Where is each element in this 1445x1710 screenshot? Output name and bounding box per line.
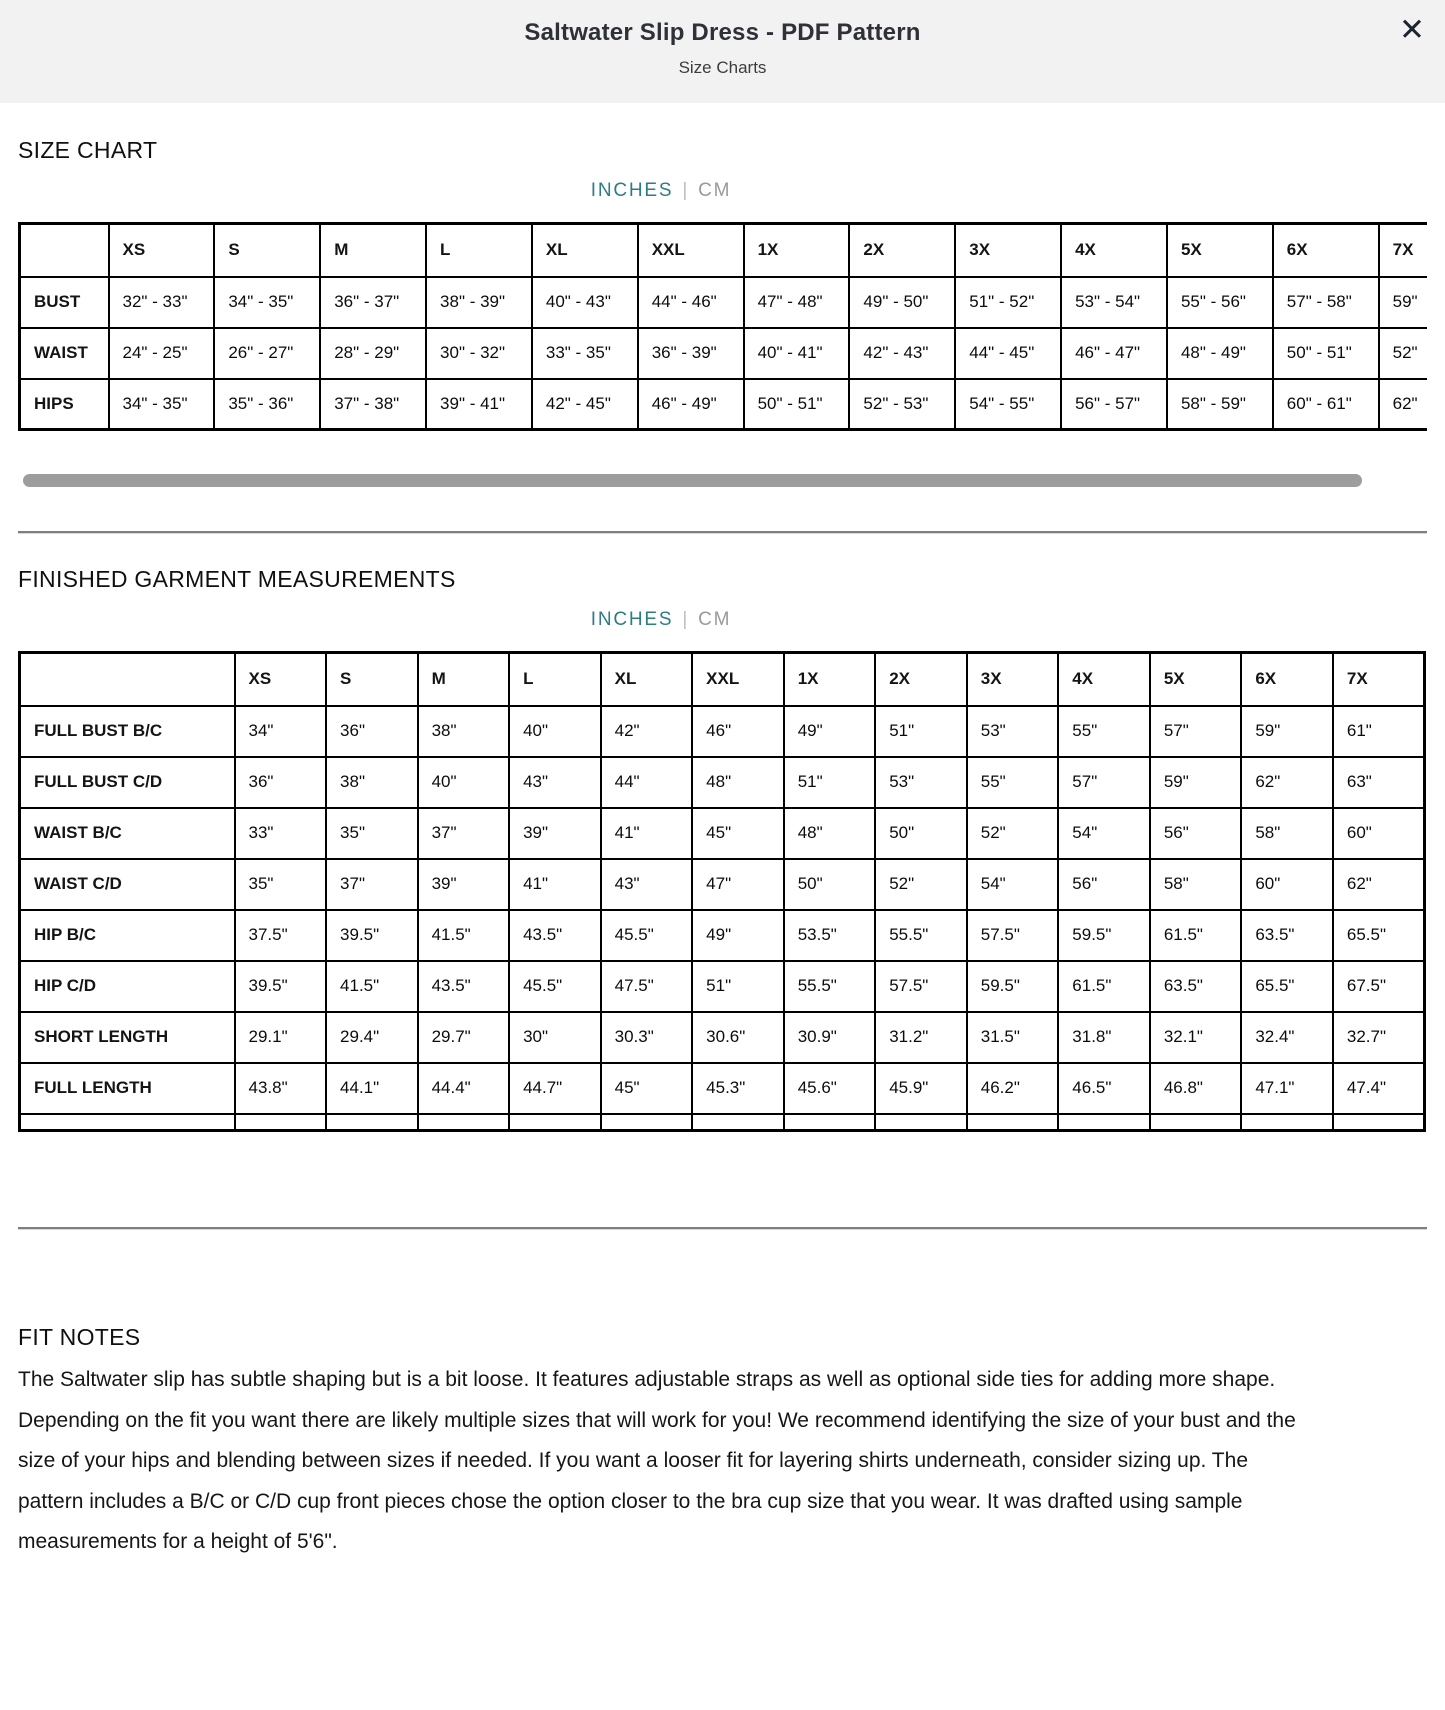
- size-chart-table: [18, 222, 1427, 431]
- measurement-cell: 56": [1058, 859, 1150, 910]
- measurement-cell: 62": [1241, 757, 1333, 808]
- measurement-cell: 42" - 45": [532, 379, 638, 430]
- measurement-cell: 31.8": [1058, 1012, 1150, 1063]
- measurement-cell: 46": [692, 706, 784, 757]
- measurement-cell: 60": [1333, 808, 1425, 859]
- table-row: [20, 859, 1425, 910]
- measurement-cell: 61": [1333, 706, 1425, 757]
- measurement-cell: 45.9": [875, 1063, 967, 1114]
- table-row: [20, 1012, 1425, 1063]
- row-label: BUST: [20, 277, 109, 328]
- size-column-header: 3X: [955, 224, 1061, 277]
- size-column-header: S: [326, 653, 418, 706]
- measurement-cell: 36": [326, 706, 418, 757]
- empty-cell: [601, 1114, 693, 1131]
- measurement-cell: 41.5": [418, 910, 510, 961]
- measurement-cell: 59.5": [1058, 910, 1150, 961]
- measurement-cell: 43.5": [418, 961, 510, 1012]
- size-column-header: 7X: [1379, 224, 1427, 277]
- modal-header: [0, 0, 1445, 103]
- measurement-cell: 56" - 57": [1061, 379, 1167, 430]
- measurement-cell: 36" - 39": [638, 328, 744, 379]
- row-label: HIPS: [20, 379, 109, 430]
- measurement-cell: 44.7": [509, 1063, 601, 1114]
- measurement-cell: 43": [509, 757, 601, 808]
- measurement-cell: 42": [601, 706, 693, 757]
- measurement-cell: 51": [784, 757, 876, 808]
- size-column-header: XXL: [692, 653, 784, 706]
- table-row: [20, 1063, 1425, 1114]
- measurement-cell: 33" - 35": [532, 328, 638, 379]
- measurement-cell: 29.7": [418, 1012, 510, 1063]
- measurement-cell: 49": [784, 706, 876, 757]
- unit-inches-toggle[interactable]: INCHES: [590, 180, 674, 201]
- measurement-cell: 38": [326, 757, 418, 808]
- measurement-cell: 44.4": [418, 1063, 510, 1114]
- table-row: [20, 808, 1425, 859]
- size-column-header: 4X: [1061, 224, 1167, 277]
- measurement-cell: 63": [1333, 757, 1425, 808]
- measurement-cell: 57.5": [875, 961, 967, 1012]
- measurement-cell: 40": [509, 706, 601, 757]
- measurement-cell: 55" - 56": [1167, 277, 1273, 328]
- modal-subtitle: Size Charts: [678, 58, 767, 77]
- table-row: [20, 757, 1425, 808]
- size-column-header: XL: [601, 653, 693, 706]
- measurement-cell: 53" - 54": [1061, 277, 1167, 328]
- finished-measurements-unit-toggle: [18, 609, 1304, 631]
- empty-cell: [875, 1114, 967, 1131]
- unit-toggle-separator: |: [682, 609, 690, 630]
- measurement-cell: 58": [1150, 859, 1242, 910]
- measurement-cell: 36" - 37": [320, 277, 426, 328]
- measurement-cell: 54": [1058, 808, 1150, 859]
- measurement-cell: 57.5": [967, 910, 1059, 961]
- measurement-cell: 28" - 29": [320, 328, 426, 379]
- measurement-cell: 44" - 45": [955, 328, 1061, 379]
- section-divider: [18, 531, 1427, 533]
- measurement-cell: 53": [875, 757, 967, 808]
- measurement-cell: 61.5": [1058, 961, 1150, 1012]
- measurement-cell: 34": [235, 706, 327, 757]
- size-column-header: 5X: [1150, 653, 1242, 706]
- measurement-cell: 47.5": [601, 961, 693, 1012]
- measurement-cell: 67.5": [1333, 961, 1425, 1012]
- corner-cell: [20, 224, 109, 277]
- fit-notes-heading: FIT NOTES: [18, 1324, 141, 1350]
- fit-notes-body: The Saltwater slip has subtle shaping but is a bit loose. It features adjustable straps as well as optional side ties for adding more shape. Depending on the fit you want there are likely multiple sizes that will work for you! We recommend identifying the size of your bust and the size of your hips and blending between sizes if needed. If you want a looser fit for layering shirts underneath, consider sizing up. The pattern includes a B/C or C/D cup front pieces chose the option closer to the bra cup size that you wear. It was drafted using sample measurements for a height of 5'6".: [18, 1368, 1296, 1553]
- measurement-cell: 29.1": [235, 1012, 327, 1063]
- measurement-cell: 50" - 51": [1273, 328, 1379, 379]
- measurement-cell: 52": [1379, 328, 1427, 379]
- measurement-cell: 58": [1241, 808, 1333, 859]
- measurement-cell: 56": [1150, 808, 1242, 859]
- measurement-cell: 54" - 55": [955, 379, 1061, 430]
- measurement-cell: 46.5": [1058, 1063, 1150, 1114]
- measurement-cell: 40" - 43": [532, 277, 638, 328]
- measurement-cell: 30.3": [601, 1012, 693, 1063]
- empty-cell: [967, 1114, 1059, 1131]
- table-row: [20, 277, 1428, 328]
- measurement-cell: 51" - 52": [955, 277, 1061, 328]
- measurement-cell: 47.1": [1241, 1063, 1333, 1114]
- table-row: [20, 706, 1425, 757]
- measurement-cell: 57" - 58": [1273, 277, 1379, 328]
- measurement-cell: 30" - 32": [426, 328, 532, 379]
- measurement-cell: 57": [1150, 706, 1242, 757]
- measurement-cell: 32.1": [1150, 1012, 1242, 1063]
- measurement-cell: 35": [235, 859, 327, 910]
- measurement-cell: 58" - 59": [1167, 379, 1273, 430]
- measurement-cell: 38": [418, 706, 510, 757]
- measurement-cell: 48": [784, 808, 876, 859]
- section-divider: [18, 1227, 1427, 1229]
- row-label: FULL LENGTH: [20, 1063, 235, 1114]
- measurement-cell: 60": [1241, 859, 1333, 910]
- measurement-cell: 65.5": [1241, 961, 1333, 1012]
- row-label: FULL BUST B/C: [20, 706, 235, 757]
- measurement-cell: 37": [326, 859, 418, 910]
- measurement-cell: 30.6": [692, 1012, 784, 1063]
- measurement-cell: 43.5": [509, 910, 601, 961]
- measurement-cell: 63.5": [1241, 910, 1333, 961]
- measurement-cell: 59": [1150, 757, 1242, 808]
- measurement-cell: 37": [418, 808, 510, 859]
- measurement-cell: 52": [875, 859, 967, 910]
- empty-cell: [509, 1114, 601, 1131]
- measurement-cell: 50": [875, 808, 967, 859]
- unit-inches-toggle[interactable]: INCHES: [590, 609, 674, 630]
- measurement-cell: 41.5": [326, 961, 418, 1012]
- empty-cell: [692, 1114, 784, 1131]
- size-column-header: 6X: [1241, 653, 1333, 706]
- measurement-cell: 35": [326, 808, 418, 859]
- size-column-header: 6X: [1273, 224, 1379, 277]
- measurement-cell: 57": [1058, 757, 1150, 808]
- size-column-header: S: [214, 224, 320, 277]
- size-chart-table-viewport: [18, 222, 1427, 431]
- empty-cell: [418, 1114, 510, 1131]
- measurement-cell: 46" - 49": [638, 379, 744, 430]
- measurement-cell: 32.7": [1333, 1012, 1425, 1063]
- measurement-cell: 48": [692, 757, 784, 808]
- measurement-cell: 46.8": [1150, 1063, 1242, 1114]
- row-label: WAIST: [20, 328, 109, 379]
- empty-row: [20, 1114, 1425, 1131]
- measurement-cell: 60" - 61": [1273, 379, 1379, 430]
- size-chart-heading: SIZE CHART: [18, 137, 158, 163]
- empty-cell: [1241, 1114, 1333, 1131]
- measurement-cell: 39.5": [235, 961, 327, 1012]
- measurement-cell: 31.2": [875, 1012, 967, 1063]
- measurement-cell: 39.5": [326, 910, 418, 961]
- row-label: HIP B/C: [20, 910, 235, 961]
- measurement-cell: 45.5": [601, 910, 693, 961]
- measurement-cell: 51": [875, 706, 967, 757]
- size-column-header: M: [418, 653, 510, 706]
- size-column-header: 4X: [1058, 653, 1150, 706]
- measurement-cell: 53": [967, 706, 1059, 757]
- horizontal-scrollbar-thumb[interactable]: [23, 474, 1362, 487]
- measurement-cell: 32.4": [1241, 1012, 1333, 1063]
- unit-toggle-separator: |: [682, 180, 690, 201]
- size-column-header: 1X: [744, 224, 850, 277]
- unit-cm-toggle[interactable]: CM: [698, 180, 732, 201]
- measurement-cell: 45": [601, 1063, 693, 1114]
- measurement-cell: 55": [967, 757, 1059, 808]
- measurement-cell: 47" - 48": [744, 277, 850, 328]
- size-column-header: L: [509, 653, 601, 706]
- measurement-cell: 49": [692, 910, 784, 961]
- measurement-cell: 47": [692, 859, 784, 910]
- measurement-cell: 45.5": [509, 961, 601, 1012]
- horizontal-scrollbar-track: [18, 474, 1427, 487]
- close-icon[interactable]: ✕: [1399, 12, 1425, 47]
- measurement-cell: 52" - 53": [849, 379, 955, 430]
- measurement-cell: 46.2": [967, 1063, 1059, 1114]
- finished-measurements-heading: FINISHED GARMENT MEASUREMENTS: [18, 566, 456, 592]
- empty-cell: [235, 1114, 327, 1131]
- measurement-cell: 63.5": [1150, 961, 1242, 1012]
- measurement-cell: 62": [1379, 379, 1427, 430]
- row-label: FULL BUST C/D: [20, 757, 235, 808]
- measurement-cell: 43": [601, 859, 693, 910]
- empty-cell: [1150, 1114, 1242, 1131]
- row-label: HIP C/D: [20, 961, 235, 1012]
- row-label: WAIST B/C: [20, 808, 235, 859]
- measurement-cell: 39": [509, 808, 601, 859]
- modal-title: Saltwater Slip Dress - PDF Pattern: [524, 19, 921, 46]
- measurement-cell: 26" - 27": [214, 328, 320, 379]
- measurement-cell: 32" - 33": [109, 277, 215, 328]
- measurement-cell: 35" - 36": [214, 379, 320, 430]
- size-column-header: M: [320, 224, 426, 277]
- size-column-header: L: [426, 224, 532, 277]
- measurement-cell: 50": [784, 859, 876, 910]
- size-column-header: XXL: [638, 224, 744, 277]
- measurement-cell: 45": [692, 808, 784, 859]
- measurement-cell: 55.5": [875, 910, 967, 961]
- measurement-cell: 59.5": [967, 961, 1059, 1012]
- measurement-cell: 52": [967, 808, 1059, 859]
- size-column-header: 2X: [875, 653, 967, 706]
- measurement-cell: 53.5": [784, 910, 876, 961]
- table-row: [20, 961, 1425, 1012]
- measurement-cell: 48" - 49": [1167, 328, 1273, 379]
- table-row: [20, 328, 1428, 379]
- size-column-header: XL: [532, 224, 638, 277]
- measurement-cell: 41": [601, 808, 693, 859]
- empty-cell: [1058, 1114, 1150, 1131]
- measurement-cell: 33": [235, 808, 327, 859]
- measurement-cell: 36": [235, 757, 327, 808]
- measurement-cell: 44": [601, 757, 693, 808]
- table-header-row: [20, 653, 1425, 706]
- measurement-cell: 31.5": [967, 1012, 1059, 1063]
- empty-cell: [784, 1114, 876, 1131]
- measurement-cell: 34" - 35": [109, 379, 215, 430]
- measurement-cell: 40": [418, 757, 510, 808]
- measurement-cell: 41": [509, 859, 601, 910]
- size-chart-unit-toggle: [18, 180, 1304, 202]
- table-row: [20, 379, 1428, 430]
- measurement-cell: 61.5": [1150, 910, 1242, 961]
- measurement-cell: 45.3": [692, 1063, 784, 1114]
- measurement-cell: 50" - 51": [744, 379, 850, 430]
- measurement-cell: 38" - 39": [426, 277, 532, 328]
- measurement-cell: 37" - 38": [320, 379, 426, 430]
- measurement-cell: 55.5": [784, 961, 876, 1012]
- corner-cell: [20, 653, 235, 706]
- measurement-cell: 59": [1241, 706, 1333, 757]
- empty-cell: [20, 1114, 235, 1131]
- measurement-cell: 62": [1333, 859, 1425, 910]
- measurement-cell: 39": [418, 859, 510, 910]
- size-column-header: XS: [109, 224, 215, 277]
- measurement-cell: 45.6": [784, 1063, 876, 1114]
- finished-measurements-table: [18, 651, 1426, 1132]
- measurement-cell: 37.5": [235, 910, 327, 961]
- measurement-cell: 59": [1379, 277, 1427, 328]
- measurement-cell: 55": [1058, 706, 1150, 757]
- measurement-cell: 47.4": [1333, 1063, 1425, 1114]
- measurement-cell: 43.8": [235, 1063, 327, 1114]
- measurement-cell: 30.9": [784, 1012, 876, 1063]
- measurement-cell: 24" - 25": [109, 328, 215, 379]
- measurement-cell: 42" - 43": [849, 328, 955, 379]
- measurement-cell: 29.4": [326, 1012, 418, 1063]
- modal-body: [0, 137, 1445, 1563]
- size-column-header: XS: [235, 653, 327, 706]
- measurement-cell: 46" - 47": [1061, 328, 1167, 379]
- measurement-cell: 30": [509, 1012, 601, 1063]
- empty-cell: [1333, 1114, 1425, 1131]
- measurement-cell: 44.1": [326, 1063, 418, 1114]
- empty-cell: [326, 1114, 418, 1131]
- table-header-row: [20, 224, 1428, 277]
- unit-cm-toggle[interactable]: CM: [698, 609, 732, 630]
- measurement-cell: 40" - 41": [744, 328, 850, 379]
- row-label: WAIST C/D: [20, 859, 235, 910]
- size-column-header: 7X: [1333, 653, 1425, 706]
- size-column-header: 3X: [967, 653, 1059, 706]
- size-column-header: 1X: [784, 653, 876, 706]
- measurement-cell: 34" - 35": [214, 277, 320, 328]
- size-column-header: 5X: [1167, 224, 1273, 277]
- row-label: SHORT LENGTH: [20, 1012, 235, 1063]
- measurement-cell: 54": [967, 859, 1059, 910]
- table-row: [20, 910, 1425, 961]
- measurement-cell: 65.5": [1333, 910, 1425, 961]
- measurement-cell: 49" - 50": [849, 277, 955, 328]
- measurement-cell: 39" - 41": [426, 379, 532, 430]
- measurement-cell: 51": [692, 961, 784, 1012]
- size-column-header: 2X: [849, 224, 955, 277]
- measurement-cell: 44" - 46": [638, 277, 744, 328]
